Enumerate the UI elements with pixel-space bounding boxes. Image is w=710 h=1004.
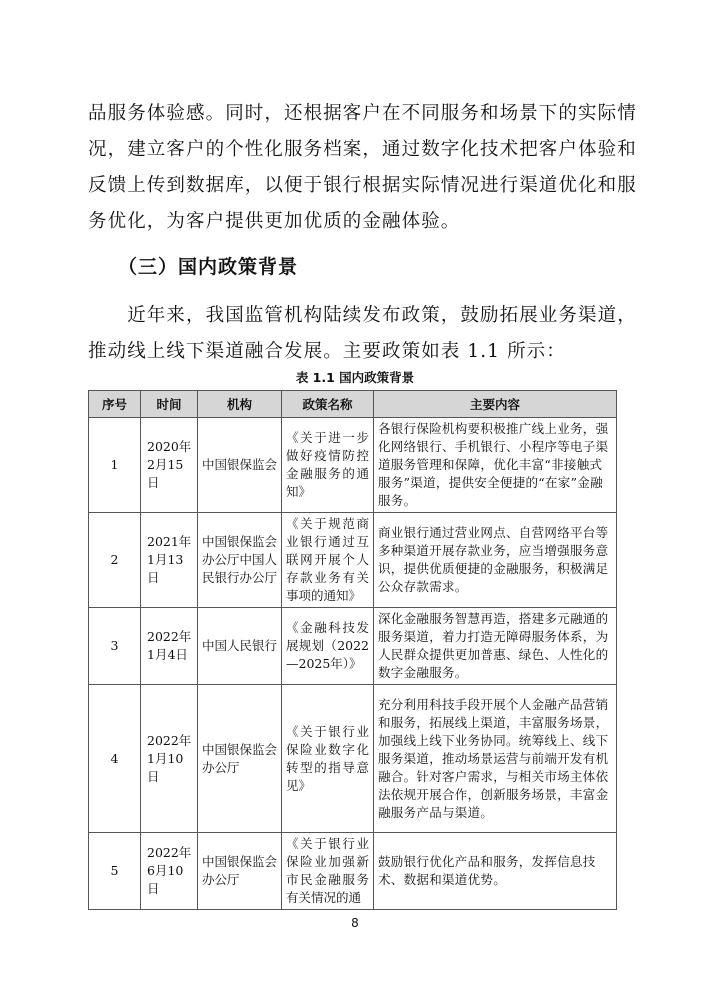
policy-table	[88, 390, 617, 910]
text-line: 况，建立客户的个性化服务档案，通过数字化技术把客户体验和	[88, 139, 637, 160]
cell-org: 中国银保监会办公厅	[198, 833, 282, 910]
cell-policy-name: 《关于银行业保险业数字化转型的指导意见》	[282, 685, 374, 833]
cell-time: 2022年1月10日	[141, 685, 198, 833]
cell-policy-name: 《关于银行业保险业加强新市民金融服务有关情况的通	[282, 833, 374, 910]
text-line: 品服务体验感。同时，还根据客户在不同服务和场景下的实际情	[88, 103, 637, 124]
cell-no: 4	[89, 685, 141, 833]
cell-content: 商业银行通过营业网点、自营网络平台等多种渠道开展存款业务，应当增强服务意识，提供优质便捷的金融服务，积极满足公众存款需求。	[374, 513, 617, 608]
header-time: 时间	[141, 391, 198, 418]
header-name: 政策名称	[282, 391, 374, 418]
text-line: 推动线上线下渠道融合发展。主要政策如表 1.1 所示：	[88, 341, 566, 362]
cell-time: 2022年6月10日	[141, 833, 198, 910]
cell-content: 各银行保险机构要积极推广线上业务，强化网络银行、手机银行、小程序等电子渠道服务管理和保障，优化丰富“非接触式服务”渠道，提供安全便捷的“在家”金融服务。	[374, 418, 617, 513]
section-heading: （三）国内政策背景	[118, 256, 299, 278]
text-line: 务优化，为客户提供更加优质的金融体验。	[88, 211, 461, 232]
cell-no: 2	[89, 513, 141, 608]
cell-time: 2020年2月15日	[141, 418, 198, 513]
cell-time: 2022年1月4日	[141, 608, 198, 685]
table-header-row	[89, 391, 617, 418]
table-row	[89, 833, 617, 910]
table-caption: 表 1.1 国内政策背景	[295, 370, 415, 385]
cell-policy-name: 《金融科技发展规划（2022—2025年）》	[282, 608, 374, 685]
cell-content: 深化金融服务智慧再造，搭建多元融通的服务渠道，着力打造无障碍服务体系，为人民群众提供更加普惠、绿色、人性化的数字金融服务。	[374, 608, 617, 685]
paragraph-continuation	[88, 96, 637, 240]
cell-org: 中国人民银行	[198, 608, 282, 685]
table-row	[89, 418, 617, 513]
cell-content: 充分利用科技手段开展个人金融产品营销和服务，拓展线上渠道，丰富服务场景，加强线上线下业务协同。统筹线上、线下服务渠道，推动场景运营与前端开发有机融合。针对客户需求，与相关市场主体依法依规开展合作，创新服务场景，丰富金融服务产品与渠道。	[374, 685, 617, 833]
cell-no: 1	[89, 418, 141, 513]
cell-org: 中国银保监会办公厅中国人民银行办公厅	[198, 513, 282, 608]
cell-no: 3	[89, 608, 141, 685]
text-line: 反馈上传到数据库，以便于银行根据实际情况进行渠道优化和服	[88, 175, 637, 196]
header-org: 机构	[198, 391, 282, 418]
header-no: 序号	[89, 391, 141, 418]
cell-time: 2021年1月13日	[141, 513, 198, 608]
header-content: 主要内容	[374, 391, 617, 418]
table-row	[89, 513, 617, 608]
table-row	[89, 608, 617, 685]
cell-policy-name: 《关于规范商业银行通过互联网开展个人存款业务有关事项的通知》	[282, 513, 374, 608]
cell-policy-name: 《关于进一步做好疫情防控金融服务的通知》	[282, 418, 374, 513]
cell-no: 5	[89, 833, 141, 910]
table-row	[89, 685, 617, 833]
cell-org: 中国银保监会	[198, 418, 282, 513]
cell-org: 中国银保监会办公厅	[198, 685, 282, 833]
text-line: 近年来，我国监管机构陆续发布政策，鼓励拓展业务渠道，	[88, 305, 637, 326]
paragraph-intro	[88, 298, 637, 370]
page-number: 8	[351, 916, 359, 930]
cell-content: 鼓励银行优化产品和服务，发挥信息技术、数据和渠道优势。	[374, 833, 617, 910]
